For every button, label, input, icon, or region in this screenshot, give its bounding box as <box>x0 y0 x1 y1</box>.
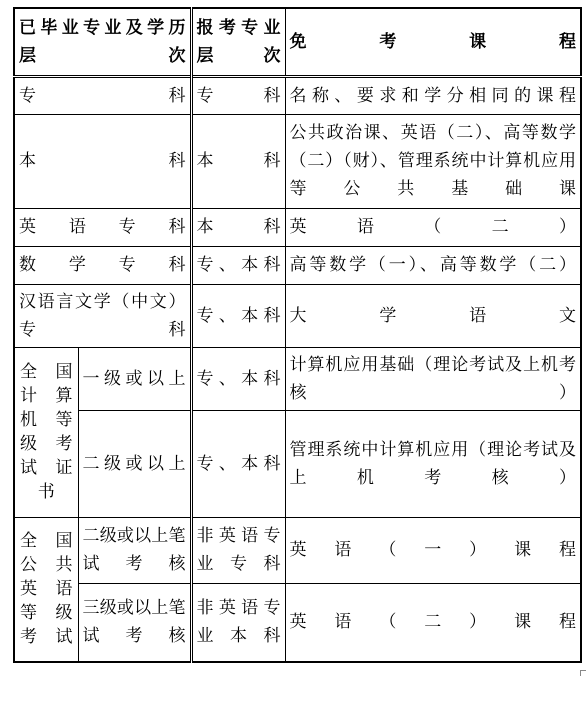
exemption-table <box>13 7 582 663</box>
exempt-cell <box>285 347 581 410</box>
header-graduated-line2: 层次 <box>19 45 186 66</box>
exempt-cell <box>285 517 581 583</box>
applied-cell <box>191 347 285 410</box>
applied-text: 非英语专业专科 <box>196 526 281 574</box>
graduated-cell <box>14 114 191 208</box>
table-row <box>14 208 581 246</box>
applied-cell <box>191 410 285 517</box>
level-text: 二级或以上 <box>82 453 186 474</box>
graduated-text: 本科 <box>19 151 186 171</box>
header-exempt <box>285 8 581 76</box>
graduated-cell <box>14 208 191 246</box>
exempt-text: 公共政治课、英语（二）、高等数学（二）（财）、管理系统中计算机应用等公共基础课 <box>289 123 576 199</box>
exempt-cell <box>285 246 581 284</box>
graduated-cell <box>14 284 191 347</box>
applied-cell <box>191 208 285 246</box>
cert-label-line: 等级 <box>20 603 73 624</box>
applied-cell <box>191 583 285 662</box>
exempt-cell <box>285 76 581 114</box>
exempt-cell <box>285 114 581 208</box>
header-applied-line2: 层次 <box>196 45 281 66</box>
cert-label-line: 书 <box>37 482 55 502</box>
applied-cell <box>191 76 285 114</box>
applied-cell <box>191 114 285 208</box>
exempt-text: 计算机应用基础（理论考试及上机考核） <box>289 354 576 403</box>
exempt-text: 英语（一）课程 <box>289 540 576 560</box>
cert-label-line: 试证 <box>20 458 73 478</box>
applied-text: 专科 <box>196 85 281 106</box>
applied-text: 非英语专业本科 <box>196 598 281 647</box>
graduated-cell <box>14 76 191 114</box>
level-cell <box>78 583 191 662</box>
table-row <box>14 114 581 208</box>
exempt-text: 高等数学（一）、高等数学（二） <box>289 255 576 275</box>
applied-cell <box>191 517 285 583</box>
level-text: 一级或以上 <box>82 368 186 389</box>
level-cell <box>78 347 191 410</box>
applied-text: 专、本科 <box>196 368 281 389</box>
applied-cell <box>191 284 285 347</box>
applied-text: 专、本科 <box>196 453 281 474</box>
applied-text: 专、本科 <box>196 305 281 326</box>
level-cell <box>78 410 191 517</box>
header-graduated <box>14 8 191 76</box>
page-corner-mark <box>580 670 586 676</box>
applied-text: 专、本科 <box>196 255 281 275</box>
cert-label-line: 全国 <box>20 362 73 382</box>
cert-label-line: 级考 <box>20 434 73 454</box>
exempt-text: 英语（二） <box>289 217 576 237</box>
applied-text: 本科 <box>196 151 281 171</box>
header-exempt-text: 免考课程 <box>289 31 576 52</box>
applied-text: 本科 <box>196 217 281 237</box>
graduated-text: 数学专科 <box>19 255 186 275</box>
exempt-cell <box>285 208 581 246</box>
cert-label-line: 考试 <box>20 627 73 648</box>
table-row <box>14 284 581 347</box>
cert-label-line: 计算 <box>20 386 73 406</box>
table-row <box>14 583 581 662</box>
table-row <box>14 410 581 517</box>
graduated-text: 汉语言文学（中文）专科 <box>19 291 186 340</box>
level-text: 二级或以上笔试考核 <box>82 526 186 574</box>
graduated-text: 英语专科 <box>19 217 186 237</box>
graduated-text: 专科 <box>19 85 186 106</box>
exempt-text: 大学语文 <box>289 305 576 326</box>
cert-label-line: 全国 <box>20 531 73 552</box>
exempt-cell <box>285 410 581 517</box>
level-cell <box>78 517 191 583</box>
table-row <box>14 347 581 410</box>
graduated-cell <box>14 246 191 284</box>
cert-label-english <box>14 517 78 662</box>
level-text: 三级或以上笔试考核 <box>82 598 186 647</box>
table-row <box>14 517 581 583</box>
header-applied-line1: 报考专业 <box>196 17 281 38</box>
header-row <box>14 8 581 76</box>
exempt-cell <box>285 284 581 347</box>
cert-label-computer <box>14 347 78 517</box>
cert-label-line: 英语 <box>20 579 73 600</box>
exempt-text: 英语（二）课程 <box>289 612 576 633</box>
cert-label-line: 机等 <box>20 410 73 430</box>
exempt-text: 名称、要求和学分相同的课程 <box>289 85 576 106</box>
cert-label-line: 公共 <box>20 555 73 576</box>
exempt-text: 管理系统中计算机应用（理论考试及上机考核） <box>289 439 576 488</box>
table-row <box>14 246 581 284</box>
exempt-cell <box>285 583 581 662</box>
table-row <box>14 76 581 114</box>
header-graduated-line1: 已毕业专业及学历 <box>19 17 186 38</box>
header-applied <box>191 8 285 76</box>
applied-cell <box>191 246 285 284</box>
